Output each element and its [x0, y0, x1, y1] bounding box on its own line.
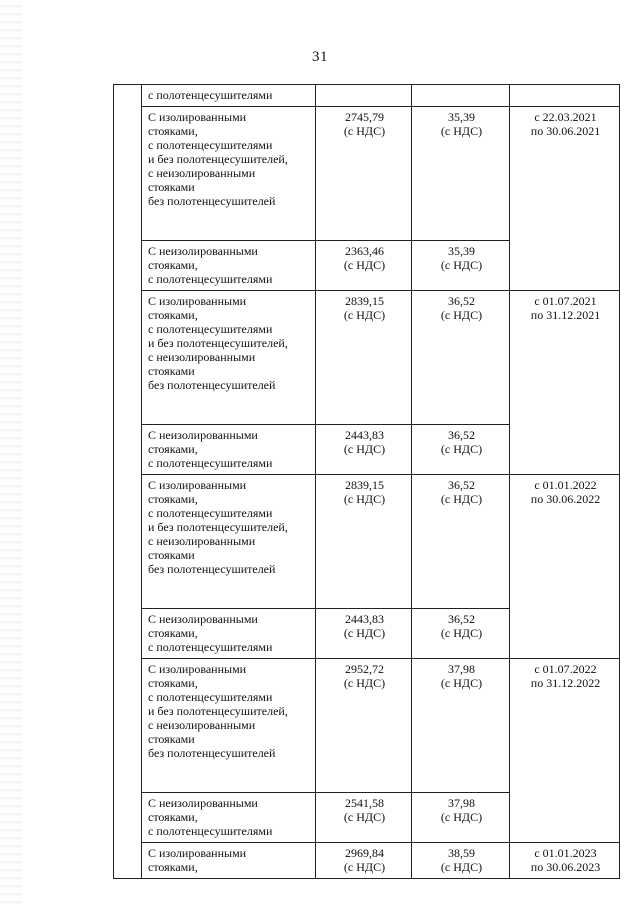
rate-vat-note: (с НДС) [440, 442, 483, 456]
description-line: стояками, [148, 258, 198, 272]
description-line: и без полотенцесушителей, [148, 336, 288, 350]
period-end: по 30.06.2023 [530, 860, 601, 874]
description-line: без полотенцесушителей [148, 194, 276, 208]
table-row [114, 475, 620, 609]
description-line: стояками, [148, 626, 198, 640]
tariff-table [113, 84, 620, 879]
description-line: с полотенцесушителями [148, 272, 273, 286]
price-value: 2541,58 [345, 796, 384, 810]
description-cell [142, 793, 316, 843]
price-value: 2969,84 [345, 846, 384, 860]
period-start: с 01.07.2022 [534, 662, 597, 676]
description-line: без полотенцесушителей [148, 746, 276, 760]
price-cell [316, 659, 412, 793]
description-cell [142, 291, 316, 425]
page-number: 31 [312, 49, 328, 65]
price-value: 2952,72 [345, 662, 384, 676]
price-cell [316, 793, 412, 843]
price-vat-note: (с НДС) [343, 442, 386, 456]
rate-cell [412, 291, 510, 425]
description-line: с неизолированными [148, 166, 256, 180]
tariff-table-body [114, 85, 620, 879]
rate-vat-note: (с НДС) [440, 810, 483, 824]
rate-cell [412, 475, 510, 609]
description-line: С изолированными [148, 110, 247, 124]
rate-cell [412, 107, 510, 241]
description-line: с полотенцесушителями [148, 824, 273, 838]
table-row [114, 659, 620, 793]
description-line: с полотенцесушителями [148, 690, 273, 704]
price-vat-note: (с НДС) [343, 492, 386, 506]
price-cell [316, 609, 412, 659]
rate-vat-note: (с НДС) [440, 860, 483, 874]
rate-cell [412, 793, 510, 843]
period-end: по 31.12.2021 [530, 308, 601, 322]
description-cell [142, 659, 316, 793]
description-line: стояками, [148, 124, 198, 138]
description-cell [142, 85, 316, 107]
description-line: С изолированными [148, 846, 247, 860]
rate-value: 36,52 [448, 478, 475, 492]
description-line: С неизолированными [148, 244, 258, 258]
rate-vat-note: (с НДС) [440, 258, 483, 272]
period-start: с 01.07.2021 [534, 294, 597, 308]
description-line: стояками, [148, 810, 198, 824]
period-start: с 01.01.2023 [534, 846, 597, 860]
table-row [114, 85, 620, 107]
description-line: стояками, [148, 676, 198, 690]
description-line: с полотенцесушителями [148, 138, 273, 152]
description-cell [142, 425, 316, 475]
price-value: 2839,15 [345, 294, 384, 308]
description-line: С неизолированными [148, 612, 258, 626]
period-cell [510, 85, 620, 107]
rate-vat-note: (с НДС) [440, 626, 483, 640]
price-value: 2443,83 [345, 612, 384, 626]
description-line: с полотенцесушителями [148, 322, 273, 336]
rate-cell [412, 609, 510, 659]
price-cell [316, 475, 412, 609]
description-cell [142, 475, 316, 609]
table-row [114, 291, 620, 425]
validity-period-cell [510, 291, 620, 475]
rate-cell [412, 85, 510, 107]
rate-value: 37,98 [448, 796, 475, 810]
rate-cell [412, 843, 510, 879]
description-cell [142, 609, 316, 659]
table-row [114, 107, 620, 241]
rate-cell [412, 241, 510, 291]
price-cell [316, 241, 412, 291]
description-line: без полотенцесушителей [148, 378, 276, 392]
price-cell [316, 107, 412, 241]
rate-value: 35,39 [448, 244, 475, 258]
description-cell [142, 241, 316, 291]
price-vat-note: (с НДС) [343, 308, 386, 322]
rate-cell [412, 425, 510, 475]
price-vat-note: (с НДС) [343, 676, 386, 690]
price-value: 2745,79 [345, 110, 384, 124]
description-line: стояками [148, 548, 195, 562]
validity-period-cell [510, 107, 620, 291]
price-value: 2363,46 [345, 244, 384, 258]
rate-vat-note: (с НДС) [440, 124, 483, 138]
price-vat-note: (с НДС) [343, 258, 386, 272]
price-vat-note: (с НДС) [343, 124, 386, 138]
period-start: с 01.01.2022 [534, 478, 597, 492]
description-line: и без полотенцесушителей, [148, 704, 288, 718]
description-line: с неизолированными [148, 350, 256, 364]
description-line: стояками [148, 732, 195, 746]
price-vat-note: (с НДС) [343, 626, 386, 640]
rate-value: 36,52 [448, 294, 475, 308]
rate-value: 36,52 [448, 428, 475, 442]
table-row [114, 843, 620, 879]
description-line: с полотенцесушителями [148, 506, 273, 520]
rate-value: 38,59 [448, 846, 475, 860]
description-line: С неизолированными [148, 428, 258, 442]
rate-value: 36,52 [448, 612, 475, 626]
description-line: с неизолированными [148, 534, 256, 548]
validity-period-cell [510, 843, 620, 879]
price-vat-note: (с НДС) [343, 860, 386, 874]
description-line: с полотенцесушителями [148, 456, 273, 470]
description-line: с полотенцесушителями [148, 640, 273, 654]
price-vat-note: (с НДС) [343, 810, 386, 824]
price-value: 2443,83 [345, 428, 384, 442]
description-line: стояками [148, 180, 195, 194]
period-end: по 30.06.2021 [530, 124, 601, 138]
price-cell [316, 85, 412, 107]
description-line: с полотенцесушителями [148, 88, 273, 102]
validity-period-cell [510, 659, 620, 843]
period-end: по 30.06.2022 [530, 492, 601, 506]
scan-margin-noise [0, 0, 22, 905]
rate-value: 37,98 [448, 662, 475, 676]
index-column-cell [114, 85, 142, 879]
price-cell [316, 843, 412, 879]
description-line: С изолированными [148, 478, 247, 492]
description-line: стояками, [148, 492, 198, 506]
description-line: и без полотенцесушителей, [148, 520, 288, 534]
price-cell [316, 291, 412, 425]
description-line: и без полотенцесушителей, [148, 152, 288, 166]
description-line: стояками, [148, 442, 198, 456]
rate-vat-note: (с НДС) [440, 676, 483, 690]
rate-vat-note: (с НДС) [440, 308, 483, 322]
description-line: стояками, [148, 860, 198, 874]
price-cell [316, 425, 412, 475]
description-cell [142, 843, 316, 879]
description-line: с неизолированными [148, 718, 256, 732]
description-line: стояками [148, 364, 195, 378]
price-value: 2839,15 [345, 478, 384, 492]
rate-vat-note: (с НДС) [440, 492, 483, 506]
rate-value: 35,39 [448, 110, 475, 124]
period-end: по 31.12.2022 [530, 676, 601, 690]
validity-period-cell [510, 475, 620, 659]
description-line: С неизолированными [148, 796, 258, 810]
description-cell [142, 107, 316, 241]
description-line: без полотенцесушителей [148, 562, 276, 576]
description-line: стояками, [148, 308, 198, 322]
period-start: с 22.03.2021 [534, 110, 597, 124]
description-line: С изолированными [148, 662, 247, 676]
description-line: С изолированными [148, 294, 247, 308]
rate-cell [412, 659, 510, 793]
